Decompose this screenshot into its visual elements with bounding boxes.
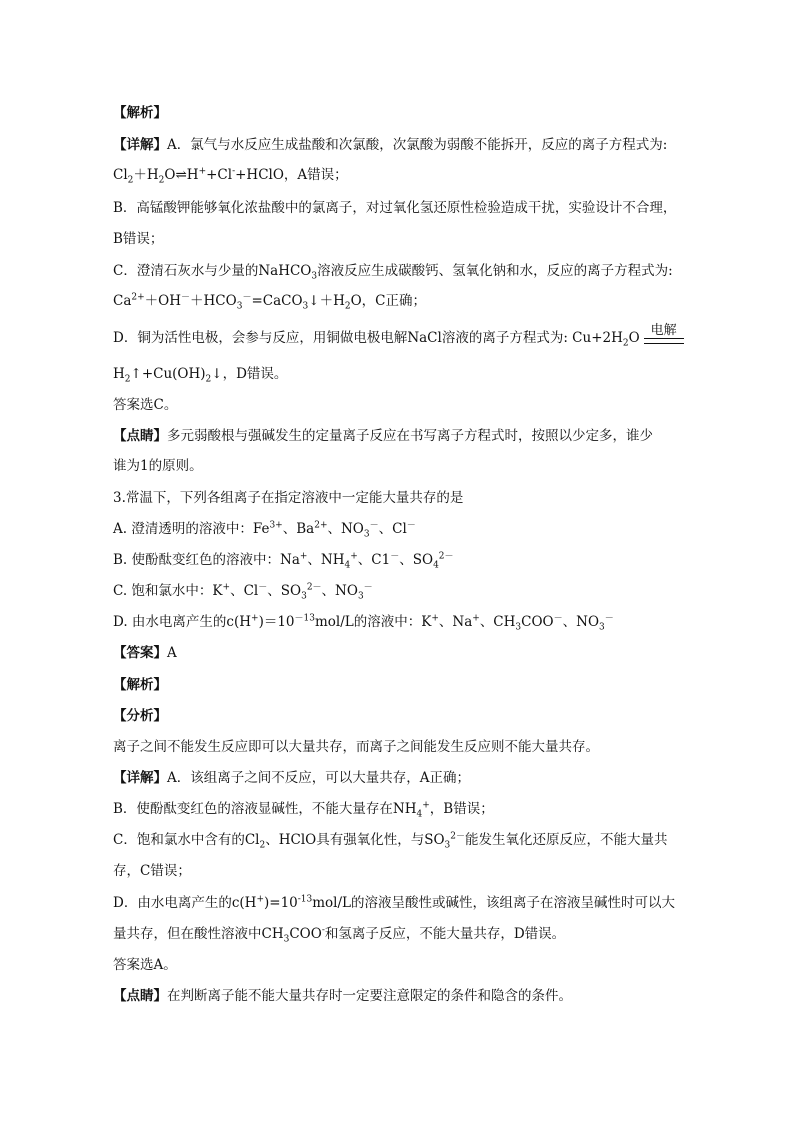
eq-text: ↑+Cu(OH): [130, 366, 206, 382]
eq-text: ＋H: [133, 167, 159, 183]
eq-sub: 2: [127, 175, 134, 186]
opt-sup: 2+: [314, 520, 328, 531]
opt-sup: －: [553, 613, 563, 624]
eq-sup: －: [242, 292, 252, 303]
xc-sub: 3: [444, 840, 451, 851]
c-text: 溶液反应生成碳酸钙、氢氧化钠和水，反应的离子方程式为:: [317, 263, 673, 279]
opt-text: 、NO: [562, 614, 600, 630]
opt-text: 、Cl: [378, 521, 407, 537]
opt-text: 、NO: [327, 521, 364, 537]
opt-text: 、NH: [307, 552, 345, 568]
xiangjie-tag: 【详解】: [113, 137, 167, 153]
eq-text: O，C正确；: [350, 293, 427, 309]
xc-text: 能发生氧化还原反应，不能大量共: [465, 832, 668, 848]
eq-sup: -: [232, 166, 236, 177]
detail-c-line: [113, 261, 673, 281]
answer-tag: 【答案】: [113, 645, 167, 661]
electrolysis-condition: [644, 323, 684, 348]
opt-sub: 3: [515, 622, 522, 633]
xc-text: C．饱和氯水中含有的Cl: [113, 832, 260, 848]
eq-sub: 3: [236, 301, 243, 312]
eq-text: +Cl: [206, 167, 233, 183]
opt-text: A. 澄清透明的溶液中：Fe: [113, 521, 270, 537]
xiangjie-a-text: A．该组离子之间不反应，可以大量共存，A正确；: [167, 770, 470, 786]
xb-text: B．使酚酞变红色的溶液显碱性，不能大量存在NH: [113, 801, 417, 817]
dianjing-line1: [113, 426, 653, 446]
xb-sub: 4: [416, 809, 423, 820]
c-text: C．澄清石灰水与少量的NaHCO: [113, 263, 312, 279]
xc-sup: 2－: [450, 831, 465, 842]
opt-sup: －: [369, 520, 379, 531]
opt-sup: +: [251, 613, 259, 624]
opt-sup: －13: [294, 613, 315, 624]
opt-text: B. 使酚酞变红色的溶液中：Na: [113, 552, 300, 568]
eq-sup: －: [181, 292, 191, 303]
eq-text: H: [113, 366, 125, 382]
xiangjie-a-line: [113, 768, 470, 788]
xiangjie-c-line2: 存，C错误；: [113, 863, 191, 879]
opt-sub: 3: [363, 529, 370, 540]
option-b: [113, 550, 454, 570]
detail-b-line2: B错误；: [113, 231, 164, 247]
detail-d-line: [113, 323, 684, 349]
eq-sup: +: [198, 166, 207, 177]
opt-sup: －: [363, 582, 373, 593]
xc-sub: 2: [259, 840, 266, 851]
eq-text: O⇌H: [164, 167, 199, 183]
xd-text: COO: [289, 926, 322, 942]
answer-3-line: [113, 643, 177, 663]
dianjing-line2: 谁为1的原则。: [113, 458, 203, 474]
option-a: [113, 519, 416, 539]
xb-text: ，B错误；: [429, 801, 494, 817]
opt-text: mol/L的溶液中：K: [314, 614, 432, 630]
opt-text: COO: [521, 614, 554, 630]
opt-sub: 3: [301, 591, 307, 602]
eq-sub: 2: [158, 175, 165, 186]
dianjing-3-text: 在判断离子能不能大量共存时一定要注意限定的条件和隐含的条件。: [167, 988, 572, 1004]
eq-sup: 2+: [131, 292, 145, 303]
opt-text: 、Cl: [230, 583, 259, 599]
eq-text: ↓，D错误。: [211, 366, 288, 382]
opt-sup: +: [299, 551, 308, 562]
xd-sub: 3: [283, 934, 290, 945]
opt-sub: 3: [357, 591, 364, 602]
dianjing-tag: 【点睛】: [113, 428, 167, 444]
d-text: O: [628, 330, 640, 346]
eq-text: ↓＋H: [308, 293, 345, 309]
detail-a-equation: [113, 165, 348, 185]
detail-b-line1: B．高锰酸钾能够氧化浓盐酸中的氯离子，对过氧化氢还原性检验造成干扰，实验设计不合理，: [113, 200, 677, 216]
xiangjie-tag-3: 【详解】: [113, 770, 167, 786]
opt-text: 、Ba: [282, 521, 315, 537]
opt-text: 、C1: [357, 552, 391, 568]
xiangjie-d-line1: [113, 893, 675, 913]
dianjing-tag-3: 【点睛】: [113, 988, 167, 1004]
opt-sup: 2－: [438, 551, 454, 562]
xd-sup: +: [256, 894, 264, 905]
dianjing-text: 多元弱酸根与强碱发生的定量离子反应在书写离子方程式时，按照以少定多，谁少: [167, 428, 653, 444]
fenxi-text: 离子之间不能发生反应即可以大量共存，而离子之间能发生反应则不能大量共存。: [113, 739, 599, 755]
opt-sup: +: [222, 582, 231, 593]
opt-sup: －: [258, 582, 268, 593]
eq-sub: 2: [205, 374, 212, 385]
xd-text: 和氢离子反应，不能大量共存，D错误。: [324, 926, 566, 942]
detail-c-equation: [113, 291, 426, 311]
xb-sup: +: [422, 800, 430, 811]
opt-sup: 2－: [306, 582, 322, 593]
question-3-stem: 3.常温下，下列各组离子在指定溶液中一定能大量共存的是: [113, 490, 464, 506]
eq-text: Ca: [113, 293, 132, 309]
fenxi-heading: 【分析】: [113, 708, 167, 724]
jiexi-heading: 【解析】: [113, 105, 167, 121]
opt-text: D. 由水电离产生的c(H: [113, 614, 252, 630]
xd-text: D．由水电离产生的c(H: [113, 895, 257, 911]
opt-text: 、SO: [267, 583, 302, 599]
xd-text: )=10: [263, 895, 298, 911]
double-line: [644, 338, 684, 344]
eq-text: ＋HCO: [190, 293, 237, 309]
xc-text: 、HClO具有强氧化性，与SO: [265, 832, 445, 848]
eq-text: Cl: [113, 167, 128, 183]
eq-text: ＋OH: [144, 293, 182, 309]
eq-sub: 2: [124, 374, 131, 385]
electrolysis-label: 电解: [650, 323, 677, 338]
opt-text: C. 饱和氯水中：K: [113, 583, 223, 599]
opt-sup: +: [431, 613, 439, 624]
xd-text: 量共存，但在酸性溶液中CH: [113, 926, 284, 942]
opt-text: 、SO: [399, 552, 434, 568]
opt-text: 、NO: [321, 583, 358, 599]
eq-text: =CaCO: [251, 293, 303, 309]
answer-value: A: [167, 645, 177, 661]
detail-a-text: A．氯气与水反应生成盐酸和次氯酸，次氯酸为弱酸不能拆开，反应的离子方程式为:: [167, 137, 668, 153]
opt-text: )＝10: [258, 614, 295, 630]
option-d: [113, 612, 614, 632]
dianjing-3-line: [113, 986, 572, 1006]
option-c: [113, 581, 373, 601]
xd-text: mol/L的溶液呈酸性或碱性，该组离子在溶液呈碱性时可以大: [312, 895, 676, 911]
xd-sup: -: [321, 925, 325, 936]
d-text: D．铜为活性电极，会参与反应，用铜做电极电解NaCl溶液的离子方程式为: Cu+2H: [113, 330, 623, 346]
opt-sup: －: [406, 520, 416, 531]
xiangjie-c-line1: [113, 830, 668, 850]
jiexi-heading-3: 【解析】: [113, 677, 167, 693]
detail-d-equation: [113, 364, 287, 384]
opt-sub: 4: [344, 560, 351, 571]
detail-a-line: [113, 135, 667, 155]
opt-sub: 4: [433, 560, 439, 571]
xiangjie-b-line: [113, 799, 494, 819]
answer-3b-line: 答案选A。: [113, 957, 177, 973]
opt-text: 、Na: [438, 614, 473, 630]
opt-sup: －: [390, 551, 400, 562]
opt-sup: +: [472, 613, 480, 624]
opt-sup: +: [350, 551, 358, 562]
xiangjie-d-line2: [113, 924, 565, 944]
eq-sub: 2: [344, 301, 351, 312]
opt-sup: 3+: [269, 520, 283, 531]
xd-sup: -13: [297, 894, 313, 905]
d-sub: 2: [622, 338, 629, 349]
eq-text: +HClO，A错误；: [235, 167, 348, 183]
c-sub: 3: [311, 271, 318, 282]
eq-sub: 3: [302, 301, 309, 312]
answer-line: 答案选C。: [113, 397, 178, 413]
opt-text: 、CH: [479, 614, 516, 630]
opt-sub: 3: [599, 622, 605, 633]
opt-sup: －: [604, 613, 614, 624]
